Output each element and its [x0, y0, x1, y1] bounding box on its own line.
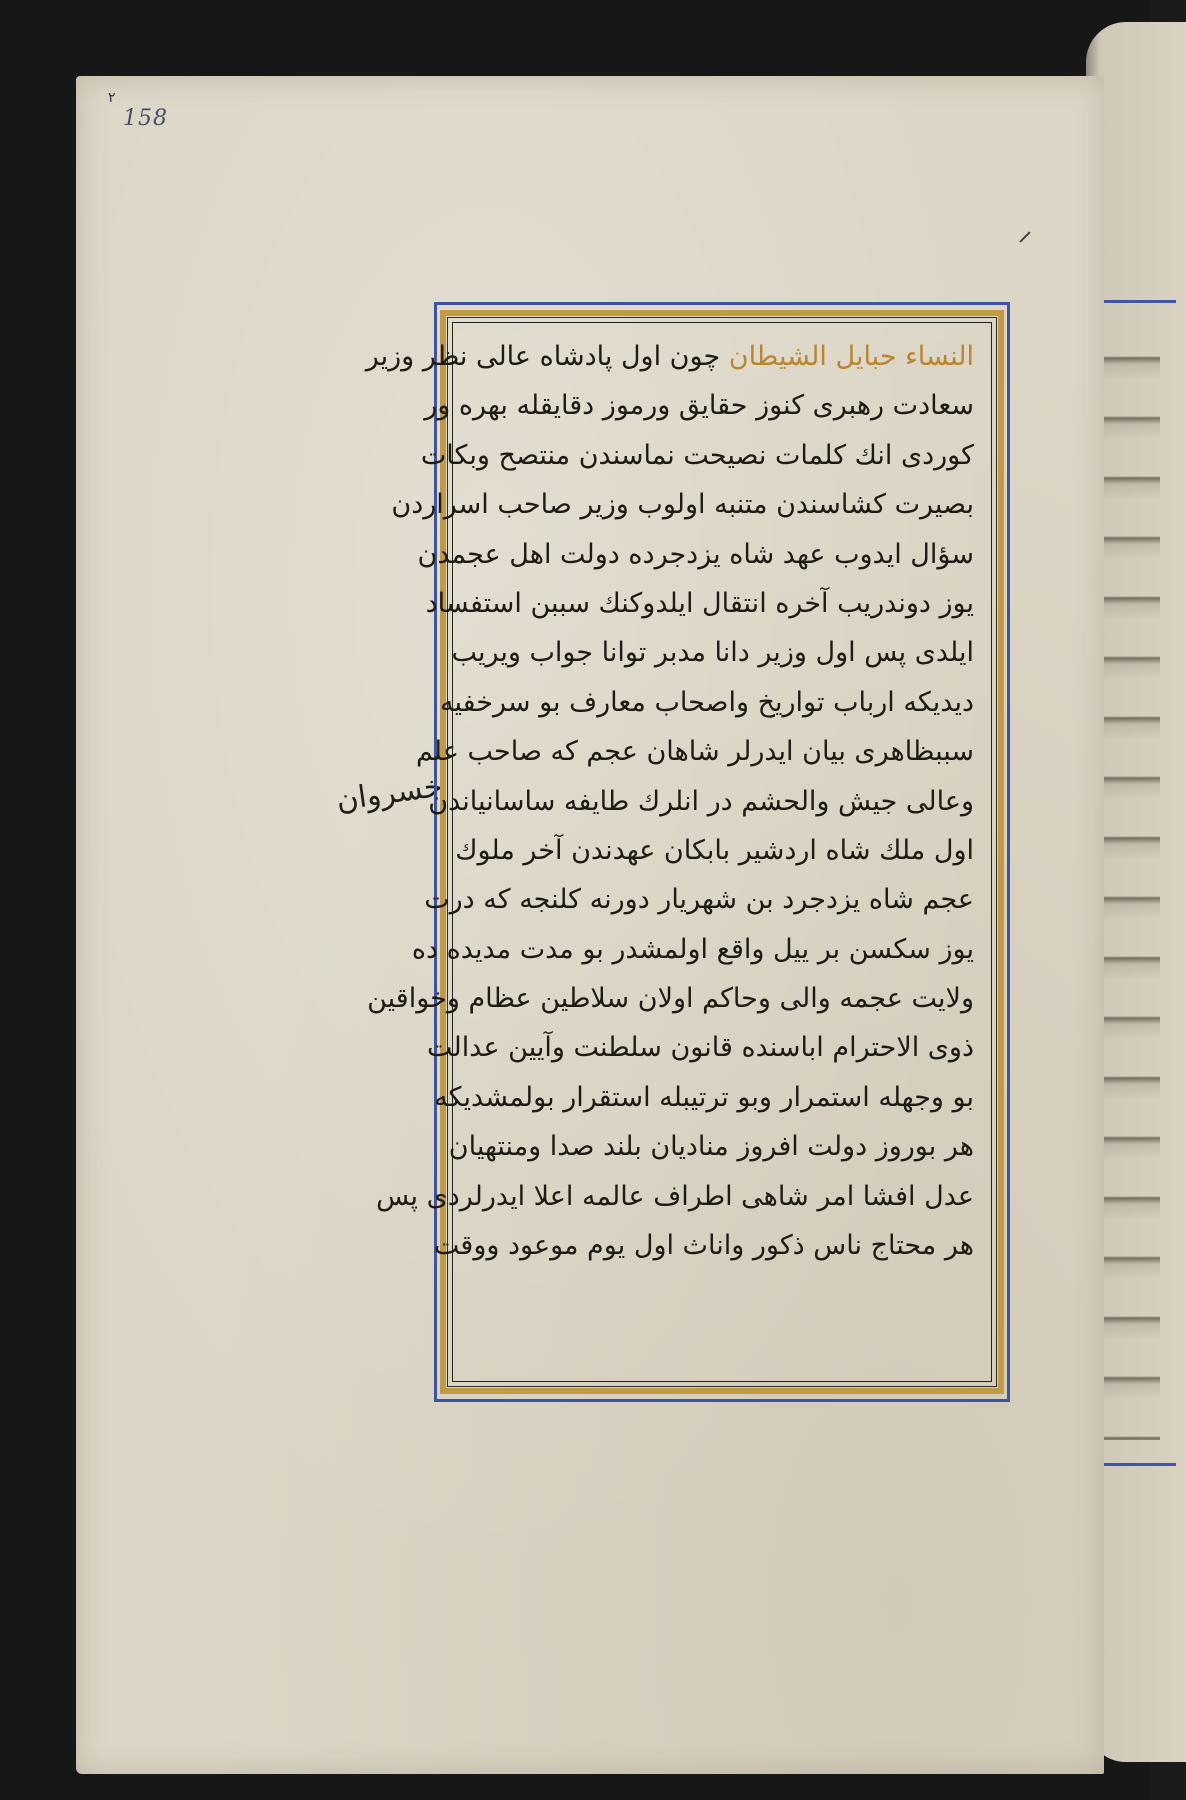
text-line: یوز سکسن بر ییل واقع اولمشدر بو مدت مدیده ده	[411, 933, 974, 965]
folio-number: 158	[123, 106, 168, 131]
corner-mark: ۲	[108, 90, 116, 106]
text-line: وعالی جیش والحشم در انلرك طایفه ساسانیاندن	[428, 785, 974, 817]
text-line: هر محتاج ناس ذکور واناث اول یوم موعود ووقت	[433, 1230, 974, 1262]
text-line: بصیرت کشاسندن متنبه اولوب وزیر صاحب اسراردن	[391, 489, 974, 521]
next-folio-text-lines	[1100, 320, 1160, 1440]
text-line: سعادت رهبری کنوز حقایق ورموز دقایقله بهره ور	[424, 390, 974, 422]
text-line: عدل افشا امر شاهی اطراف عالمه اعلا ایدرلردی پس	[376, 1180, 974, 1212]
rubric-heading: النساء حبايل الشيطان	[728, 341, 974, 372]
text-line: بو وجهله استمرار وبو ترتیبله استقرار بولمشدیکه	[434, 1081, 974, 1113]
marginal-note: خسروان	[334, 768, 445, 819]
text-line: سببظاهری بیان ایدرلر شاهان عجم که صاحب علم	[415, 736, 974, 768]
text-line: ایلدی پس اول وزیر دانا مدبر توانا جواب ویریب	[451, 637, 974, 669]
text-line: کوردی انك کلمات نصیحت نماسندن منتصح وبکات	[420, 439, 974, 471]
text-line: دیدیکه ارباب تواریخ واصحاب معارف بو سرخفیه	[440, 686, 974, 718]
line-text: چون اول پادشاه عالی نظر وزیر	[365, 341, 721, 372]
text-line: اول ملك شاه اردشیر بابکان عهدندن آخر ملوك	[455, 834, 974, 866]
text-line: یوز دوندریب آخره انتقال ایلدوکنك سببن استفساد	[425, 587, 974, 619]
text-line: هر بوروز دولت افروز منادیان بلند صدا ومنتهیان	[448, 1131, 974, 1163]
text-line: عجم شاه یزدجرد بن شهریار دورنه کلنجه که درت	[424, 884, 974, 916]
text-line	[365, 332, 974, 381]
text-line: ولایت عجمه والی وحاکم اولان سلاطین عظام وخواقین	[367, 983, 974, 1015]
text-line: سؤال ایدوب عهد شاه یزدجرده دولت اهل عجمدن	[417, 538, 974, 570]
text-line: ذوی الاحترام اباسنده قانون سلطنت وآیین عدالت	[427, 1032, 974, 1064]
